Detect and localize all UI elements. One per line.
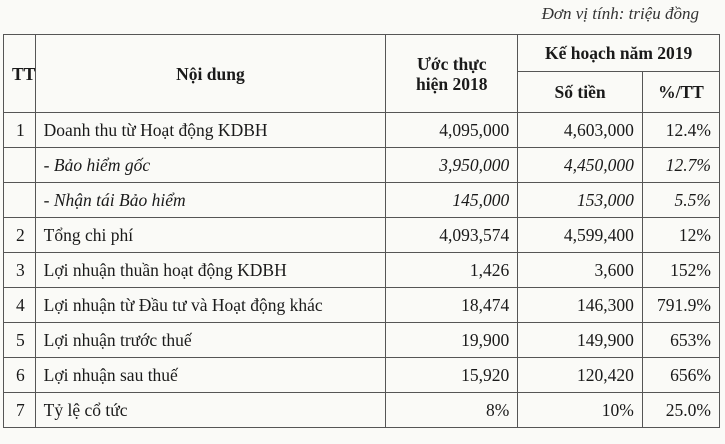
row-uoc-thuc: 145,000 <box>386 183 518 218</box>
row-pct: 12.7% <box>642 148 719 183</box>
row-tt <box>4 183 36 218</box>
row-uoc-thuc: 4,093,574 <box>386 218 518 253</box>
row-so-tien: 153,000 <box>518 183 643 218</box>
row-noi-dung: Lợi nhuận từ Đầu tư và Hoạt động khác <box>35 288 386 323</box>
table-row <box>4 183 720 218</box>
header-uoc-thuc <box>386 35 518 113</box>
row-so-tien: 120,420 <box>518 358 643 393</box>
row-noi-dung: Tỷ lệ cổ tức <box>35 393 386 428</box>
table-row <box>4 288 720 323</box>
row-tt: 1 <box>4 113 36 148</box>
table-row <box>4 113 720 148</box>
row-noi-dung: Lợi nhuận thuần hoạt động KDBH <box>35 253 386 288</box>
row-noi-dung: - Nhận tái Bảo hiểm <box>35 183 386 218</box>
row-tt <box>4 148 36 183</box>
row-tt: 7 <box>4 393 36 428</box>
row-noi-dung: - Bảo hiểm gốc <box>35 148 386 183</box>
table-row <box>4 393 720 428</box>
table-row <box>4 148 720 183</box>
row-tt: 6 <box>4 358 36 393</box>
header-tt: TT <box>4 35 36 113</box>
row-pct: 791.9% <box>642 288 719 323</box>
header-uoc-thuc-line1: Ước thực <box>416 53 487 74</box>
unit-note: Đơn vị tính: triệu đồng <box>541 4 699 23</box>
row-uoc-thuc: 4,095,000 <box>386 113 518 148</box>
row-pct: 152% <box>642 253 719 288</box>
row-noi-dung: Doanh thu từ Hoạt động KDBH <box>35 113 386 148</box>
row-tt: 5 <box>4 323 36 358</box>
header-so-tien: Số tiền <box>518 72 643 113</box>
row-so-tien: 4,599,400 <box>518 218 643 253</box>
row-uoc-thuc: 1,426 <box>386 253 518 288</box>
financial-plan-table <box>3 34 720 428</box>
row-pct: 656% <box>642 358 719 393</box>
row-uoc-thuc: 3,950,000 <box>386 148 518 183</box>
row-noi-dung: Tổng chi phí <box>35 218 386 253</box>
header-noi-dung: Nội dung <box>35 35 386 113</box>
row-so-tien: 4,450,000 <box>518 148 643 183</box>
header-ke-hoach: Kế hoạch năm 2019 <box>518 35 720 72</box>
row-so-tien: 3,600 <box>518 253 643 288</box>
row-pct: 12.4% <box>642 113 719 148</box>
row-noi-dung: Lợi nhuận trước thuế <box>35 323 386 358</box>
row-tt: 3 <box>4 253 36 288</box>
header-pct-tt: %/TT <box>642 72 719 113</box>
row-so-tien: 10% <box>518 393 643 428</box>
header-uoc-thuc-line2: hiện 2018 <box>416 73 488 94</box>
table-row <box>4 323 720 358</box>
row-pct: 653% <box>642 323 719 358</box>
row-uoc-thuc: 15,920 <box>386 358 518 393</box>
row-tt: 2 <box>4 218 36 253</box>
row-uoc-thuc: 19,900 <box>386 323 518 358</box>
row-pct: 5.5% <box>642 183 719 218</box>
table-row <box>4 253 720 288</box>
row-so-tien: 146,300 <box>518 288 643 323</box>
row-so-tien: 4,603,000 <box>518 113 643 148</box>
row-so-tien: 149,900 <box>518 323 643 358</box>
row-noi-dung: Lợi nhuận sau thuế <box>35 358 386 393</box>
row-pct: 12% <box>642 218 719 253</box>
row-tt: 4 <box>4 288 36 323</box>
header-row <box>4 35 720 72</box>
row-pct: 25.0% <box>642 393 719 428</box>
table-row <box>4 358 720 393</box>
row-uoc-thuc: 18,474 <box>386 288 518 323</box>
table-row <box>4 218 720 253</box>
row-uoc-thuc: 8% <box>386 393 518 428</box>
